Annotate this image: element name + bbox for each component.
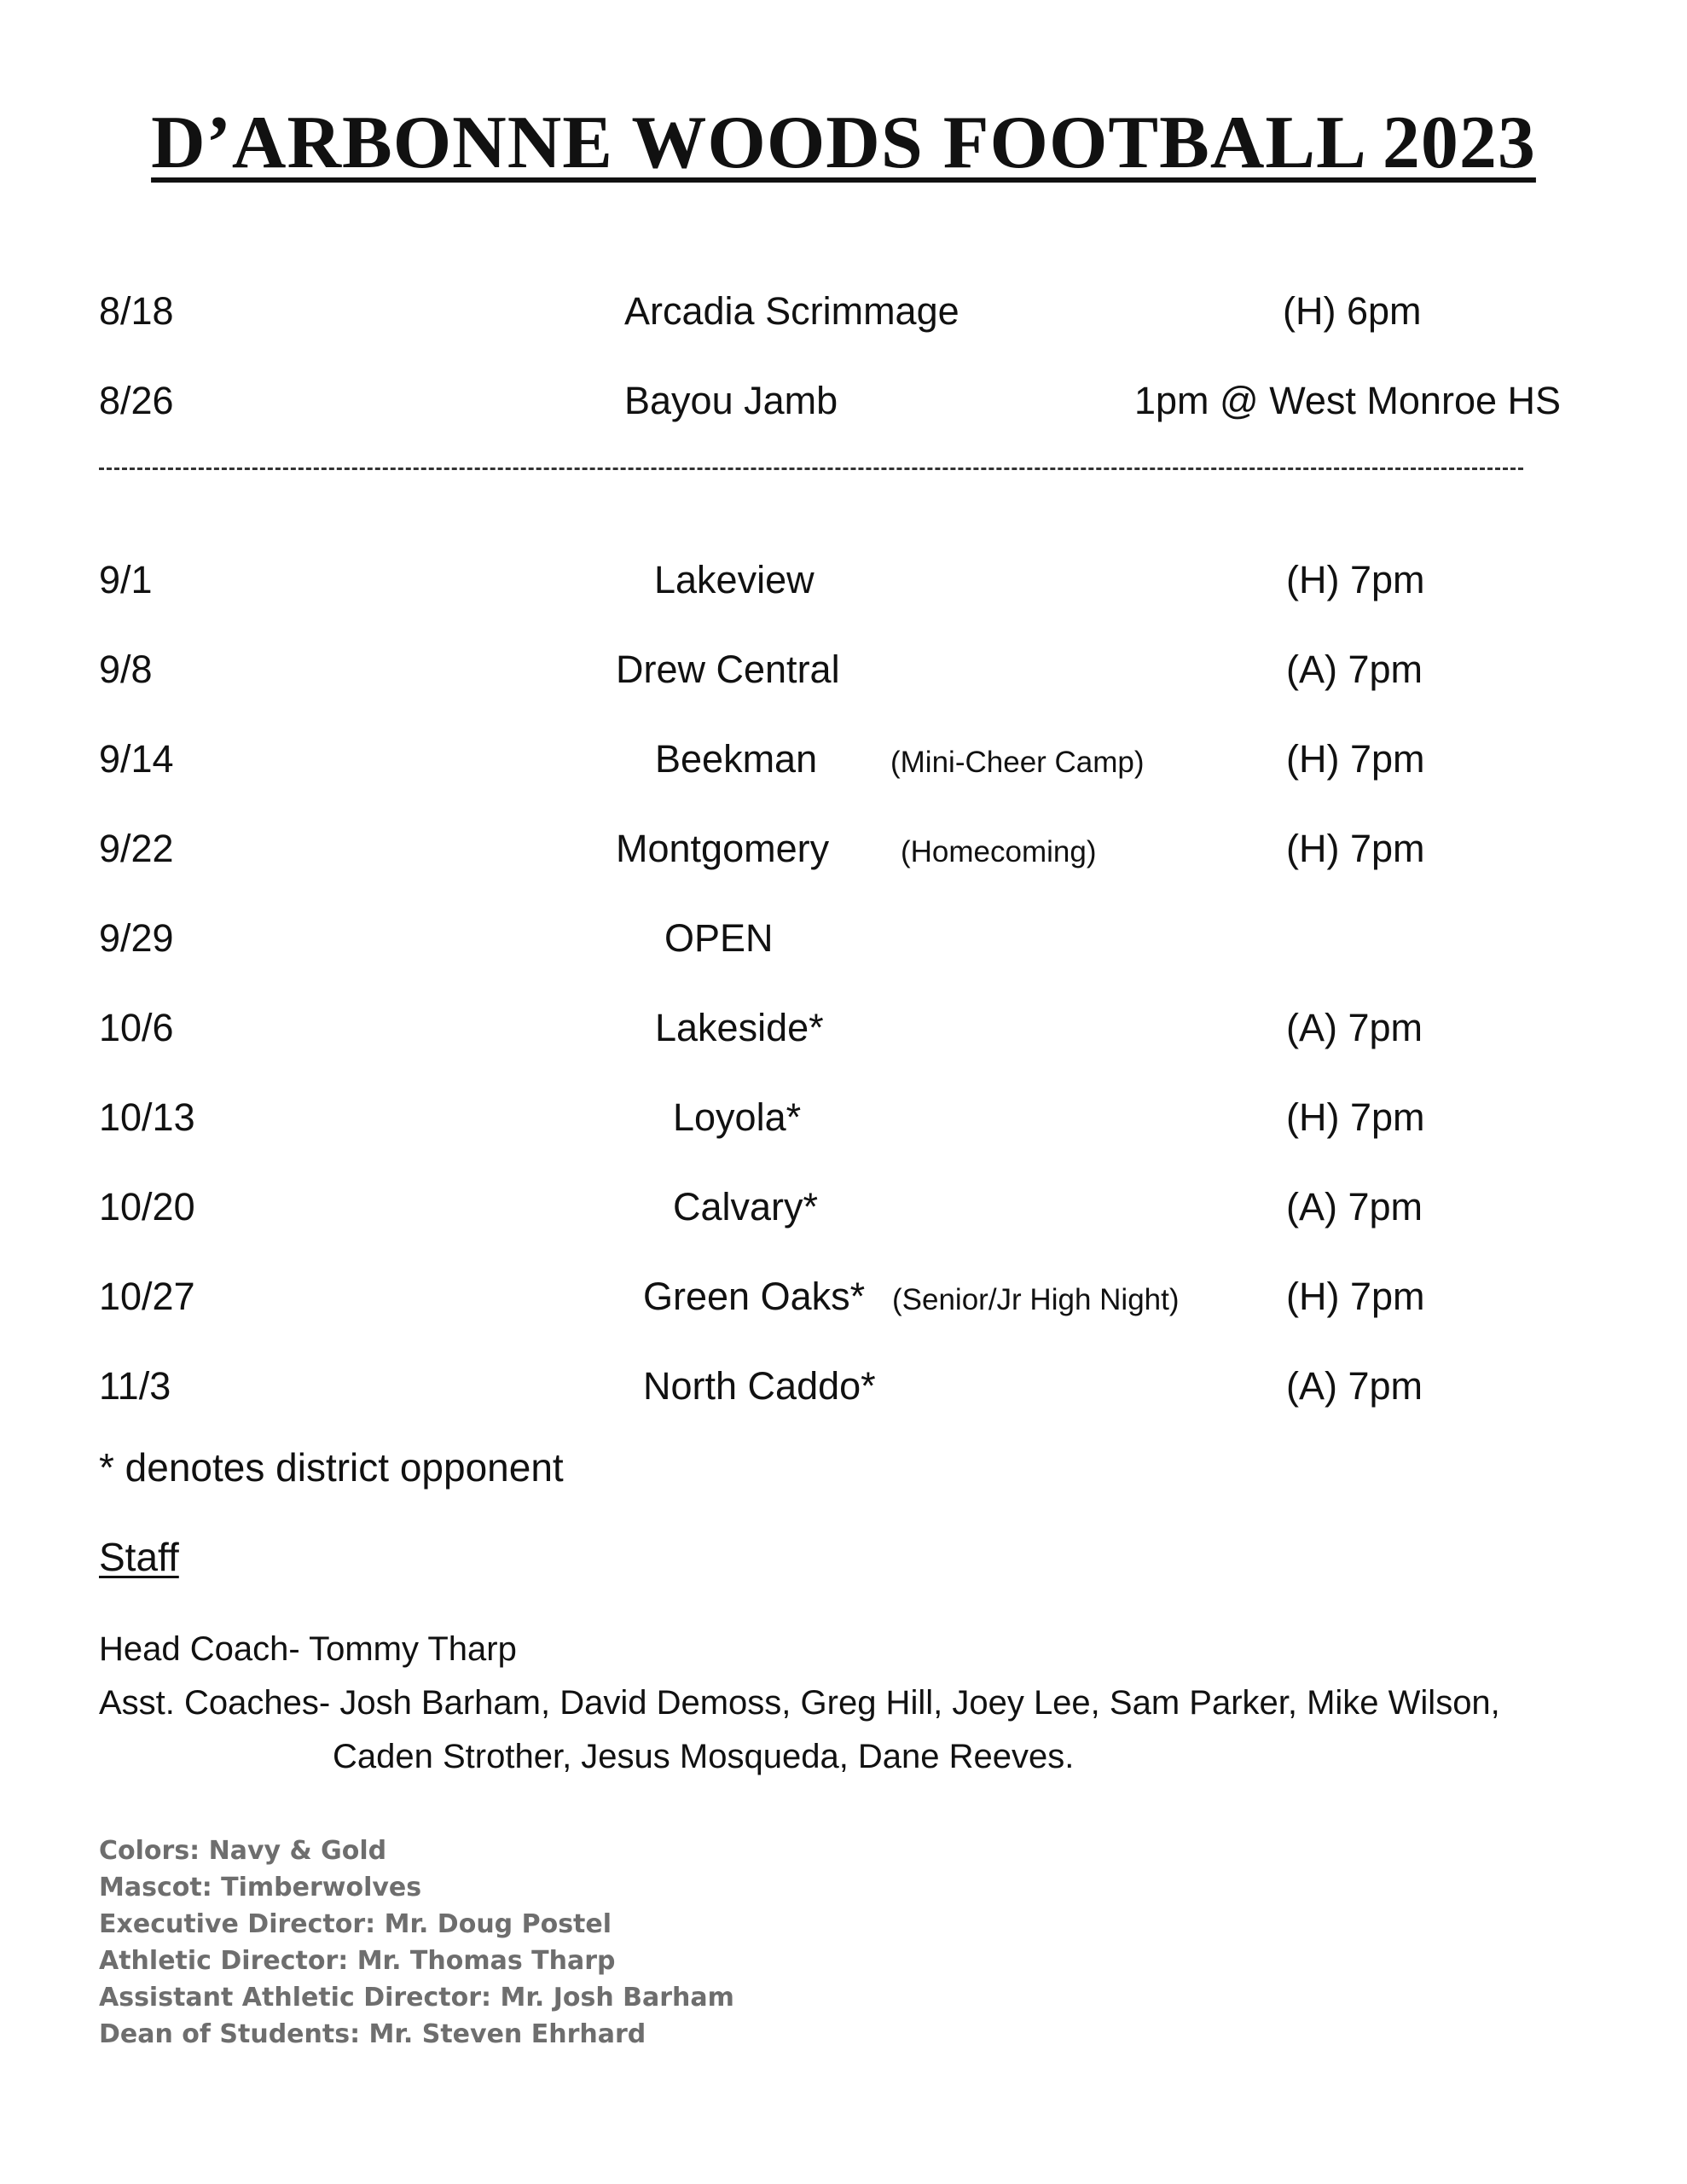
info-executive-director: Executive Director: Mr. Doug Postel: [99, 1909, 612, 1939]
schedule-row: [0, 555, 1687, 606]
staff-heading: Staff: [99, 1535, 179, 1579]
schedule-row: [0, 1271, 1687, 1322]
game-time: (A) 7pm: [1286, 1006, 1423, 1049]
game-time: (H) 7pm: [1286, 1275, 1425, 1318]
schedule-row: [0, 1002, 1687, 1054]
game-time: (A) 7pm: [1286, 648, 1423, 691]
game-note: (Senior/Jr High Night): [892, 1283, 1180, 1316]
game-date: 9/14: [99, 737, 174, 781]
game-time: (A) 7pm: [1286, 1364, 1423, 1408]
game-opponent: Lakeside*: [655, 1006, 824, 1049]
game-date: 9/1: [99, 558, 153, 601]
game-date: 8/18: [99, 289, 174, 333]
preseason-row: [0, 375, 1687, 427]
assistant-coaches: Asst. Coaches- Josh Barham, David Demoss, Greg Hill, Joey Lee, Sam Parker, Mike Wilson,: [99, 1684, 1500, 1722]
game-date: 11/3: [99, 1364, 171, 1408]
game-date: 10/27: [99, 1275, 195, 1318]
game-time: (H) 6pm: [1283, 289, 1422, 333]
district-footnote: * denotes district opponent: [99, 1445, 564, 1490]
schedule-row: [0, 913, 1687, 964]
game-date: 10/6: [99, 1006, 174, 1049]
page-title-text: D’ARBONNE WOODS FOOTBALL 2023: [151, 102, 1536, 184]
game-time: (H) 7pm: [1286, 1095, 1425, 1139]
schedule-row: [0, 1182, 1687, 1233]
game-time: (H) 7pm: [1286, 827, 1425, 870]
info-dean-of-students: Dean of Students: Mr. Steven Ehrhard: [99, 2019, 646, 2049]
game-note: (Homecoming): [901, 835, 1097, 868]
schedule-row: [0, 734, 1687, 785]
game-date: 10/13: [99, 1095, 195, 1139]
info-athletic-director: Athletic Director: Mr. Thomas Tharp: [99, 1946, 616, 1976]
game-date: 8/26: [99, 379, 174, 422]
preseason-row: [0, 286, 1687, 337]
game-time: (A) 7pm: [1286, 1185, 1423, 1228]
game-opponent: Calvary*: [673, 1185, 819, 1228]
game-date: 10/20: [99, 1185, 195, 1228]
info-colors: Colors: Navy & Gold: [99, 1836, 387, 1866]
page-title: [0, 101, 1687, 186]
game-opponent: Arcadia Scrimmage: [624, 289, 959, 333]
game-opponent: Green Oaks*: [643, 1275, 866, 1318]
head-coach: Head Coach- Tommy Tharp: [99, 1630, 517, 1668]
game-opponent: North Caddo*: [643, 1364, 876, 1408]
schedule-row: [0, 823, 1687, 874]
school-info: [99, 1833, 734, 2053]
info-mascot: Mascot: Timberwolves: [99, 1873, 422, 1902]
game-date: 9/29: [99, 916, 174, 960]
schedule-row: [0, 1361, 1687, 1412]
section-divider: [99, 468, 1523, 470]
game-time: (H) 7pm: [1286, 558, 1425, 601]
game-opponent: Drew Central: [616, 648, 840, 691]
game-opponent: OPEN: [664, 916, 774, 960]
assistant-coaches-continued: Caden Strother, Jesus Mosqueda, Dane Reeves.: [333, 1738, 1075, 1775]
info-assistant-athletic-director: Assistant Athletic Director: Mr. Josh Barham: [99, 1983, 734, 2013]
game-time: (H) 7pm: [1286, 737, 1425, 781]
schedule-row: [0, 1092, 1687, 1143]
game-date: 9/8: [99, 648, 153, 691]
game-note: (Mini-Cheer Camp): [890, 746, 1145, 779]
game-opponent: Montgomery: [616, 827, 830, 870]
game-opponent: Bayou Jamb: [624, 379, 838, 422]
schedule-row: [0, 644, 1687, 695]
game-opponent: Beekman: [655, 737, 818, 781]
game-date: 9/22: [99, 827, 174, 870]
game-opponent: Lakeview: [654, 558, 815, 601]
game-opponent: Loyola*: [673, 1095, 802, 1139]
game-time: 1pm @ West Monroe HS: [1134, 379, 1562, 422]
